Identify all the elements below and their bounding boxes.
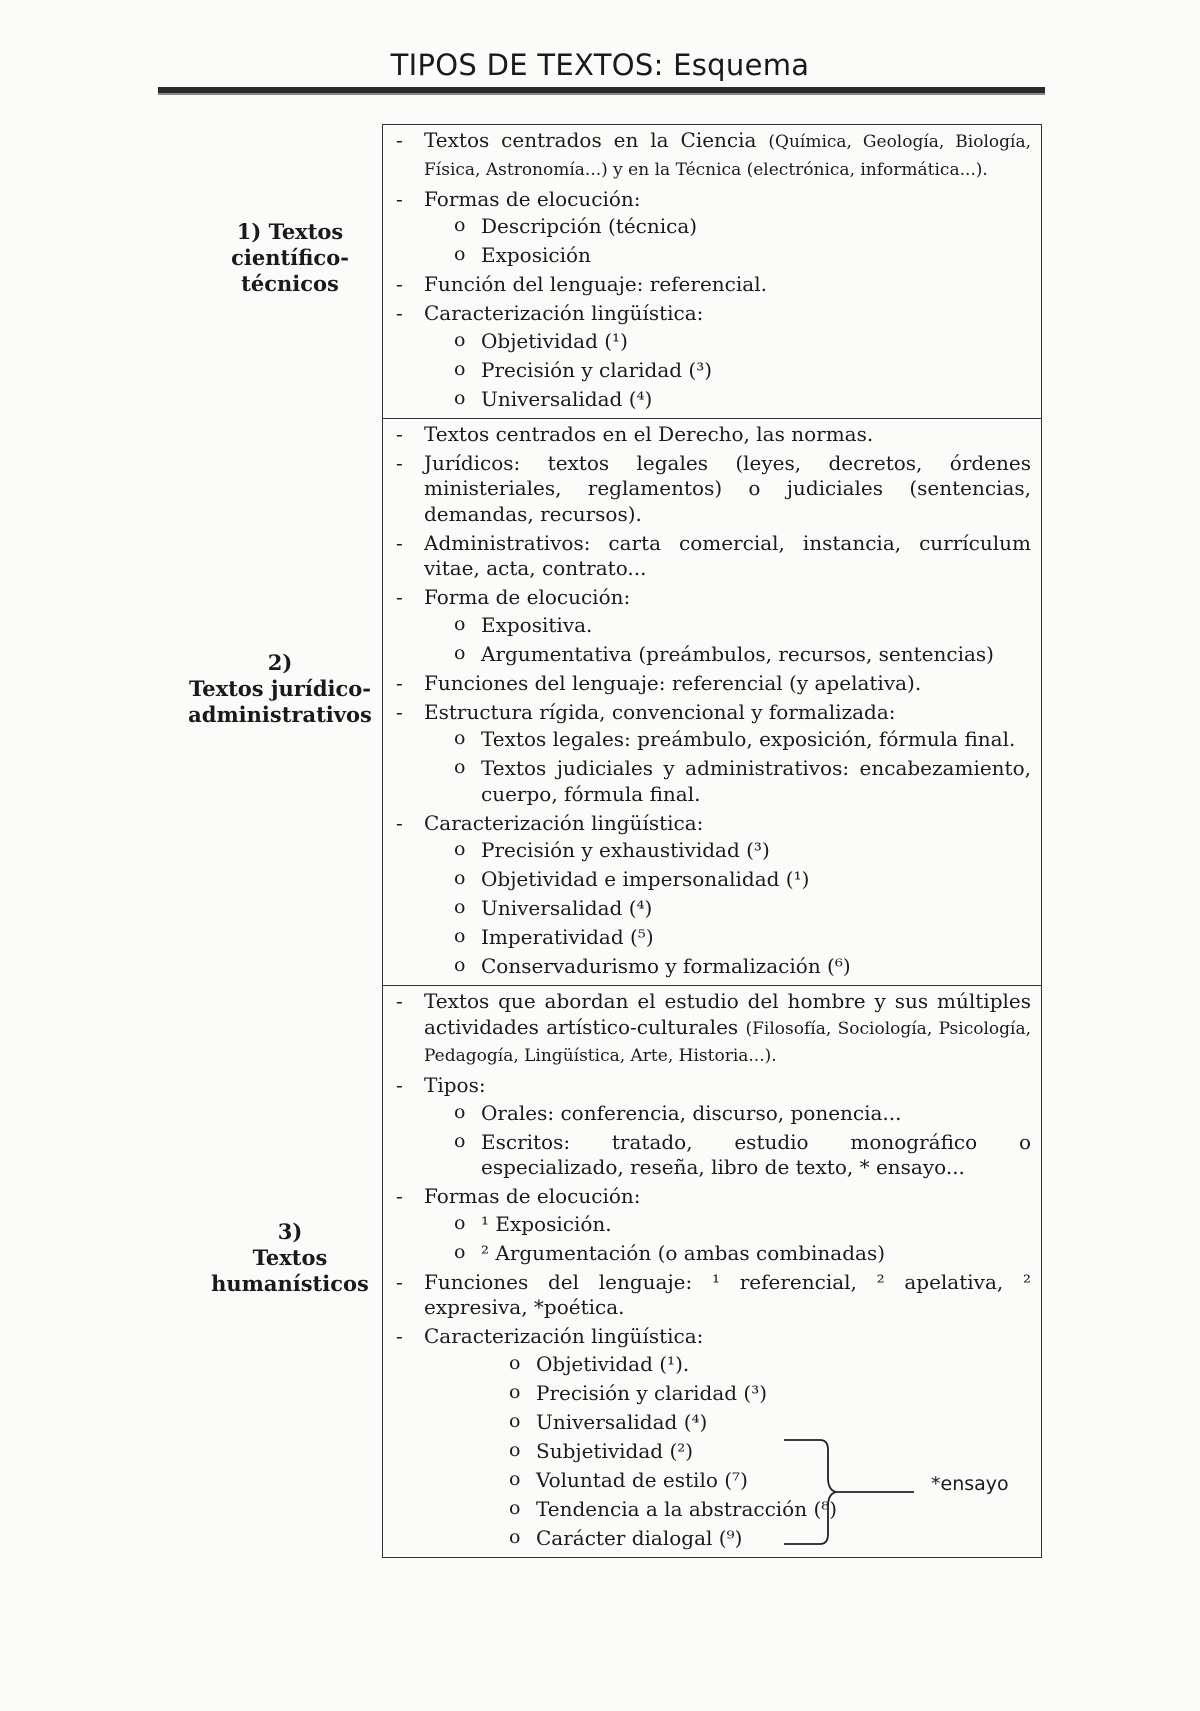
section-label-line: 1) Textos [236,219,344,244]
list-item [393,671,1031,697]
section-label-line: 3) [277,1219,303,1244]
item-small-text: (Filosofía, Sociología, Psicología, Pedagogía, Lingüística, Arte, Historia...). [424,1018,1032,1066]
list-item [393,1184,1031,1266]
list-item [393,531,1031,582]
section-textos-humanisticos [382,985,1042,1558]
sub-item: o Expositiva. [452,613,1031,639]
sub-item: o Descripción (técnica) [452,214,1031,240]
item-text: Caracterización lingüística: [424,810,704,835]
sub-item: o Imperatividad (⁵) [452,925,1031,951]
list-item [393,989,1031,1070]
section-label-3 [200,1219,380,1297]
sub-item: o Objetividad (¹) [452,329,1031,355]
sub-item: o Objetividad (¹). [507,1352,1031,1378]
section-label-line: técnicos [241,271,339,296]
sub-item: o Orales: conferencia, discurso, ponencia... [452,1101,1031,1127]
item-text: Administrativos: carta comercial, instancia, currículum vitae, acta, contrato... [424,530,1031,580]
section-textos-juridico-administrativos [382,418,1042,986]
item-text: Estructura rígida, convencional y formalizada: [424,699,896,724]
sub-item: o Precisión y exhaustividad (³) [452,838,1031,864]
section-label-line: Textos jurídico- [188,676,372,701]
list-item [393,451,1031,528]
item-text: Forma de elocución: [424,585,631,609]
sub-item: o Precisión y claridad (³) [507,1381,1031,1407]
sub-item: o Precisión y claridad (³) [452,358,1031,384]
page-title: TIPOS DE TEXTOS: Esquema [390,48,810,82]
list-item [393,1324,1031,1551]
item-text: Textos centrados en el Derecho, las normas. [424,421,874,446]
list-item [393,301,1031,412]
item-text: Funciones del lenguaje: referencial (y apelativa). [424,670,922,695]
list-item [393,1270,1031,1321]
section-label-2 [180,650,380,728]
outline-table [382,124,1042,1558]
ensayo-annotation: *ensayo [931,1473,1009,1495]
item-text: Formas de elocución: [424,1184,641,1208]
item-text: Funciones del lenguaje: ¹ referencial, ² apelativa, ² expresiva, *poética. [424,1269,1031,1319]
sub-item: o Conservadurismo y formalización (⁶) [452,954,1031,980]
sub-item: o Escritos: tratado, estudio monográfico o especializado, reseña, libro de texto, * ensayo... [452,1130,1031,1181]
item-text: Formas de elocución: [424,186,641,211]
section-label-line: administrativos [188,702,372,727]
sub-item: o Universalidad (⁴) [452,387,1031,413]
sub-item: o Objetividad e impersonalidad (¹) [452,867,1031,893]
item-text: Textos que abordan el estudio del hombre y sus múltiples actividades artístico-culturales [424,989,1031,1039]
item-text: Caracterización lingüística: [424,301,704,325]
list-item [393,811,1031,980]
item-text: Caracterización lingüística: [424,1324,704,1348]
sub-item: o Textos legales: preámbulo, exposición, fórmula final. [452,727,1031,753]
list-item [393,187,1031,269]
sub-item: o ² Argumentación (o ambas combinadas) [452,1241,1031,1267]
sub-item: o Universalidad (⁴) [507,1410,1031,1436]
sub-item: o Subjetividad (²) [507,1439,1031,1465]
item-text: Textos centrados en la Ciencia [424,128,769,152]
list-item [393,272,1031,298]
sub-item: o Argumentativa (preámbulos, recursos, sentencias) [452,642,1031,668]
sub-item: o Tendencia a la abstracción (⁸) [507,1497,1031,1523]
item-text: Jurídicos: textos legales (leyes, decretos, órdenes ministeriales, reglamentos) o judiciales (sentencias, demandas, recursos). [424,450,1031,526]
item-text: Función del lenguaje: referencial. [424,272,767,296]
list-item [393,1073,1031,1181]
curly-brace-icon [780,1438,930,1548]
sub-item: o Universalidad (⁴) [452,896,1031,922]
sub-item: o Carácter dialogal (⁹) [507,1526,1031,1552]
list-item [393,585,1031,667]
sub-item: o Exposición [452,243,1031,269]
section-label-line: humanísticos [211,1271,369,1296]
section-label-line: 2) [267,650,293,675]
section-label-line: científico- [231,245,349,270]
sub-item: o ¹ Exposición. [452,1212,1031,1238]
sub-item: o Textos judiciales y administrativos: encabezamiento, cuerpo, fórmula final. [452,756,1031,807]
list-item [393,422,1031,448]
section-label-line: Textos [252,1245,328,1270]
section-textos-cientifico-tecnicos [382,124,1042,418]
list-item [393,128,1031,183]
sub-item: o Voluntad de estilo (⁷) [507,1468,1031,1494]
item-text: Tipos: [424,1073,486,1097]
section-label-1 [200,219,380,297]
list-item [393,700,1031,808]
title-underline [158,87,1045,95]
item-small-text: (Química, Geología, Biología, Física, Astronomía...) y en la Técnica (electrónica, informática...). [424,132,1032,180]
